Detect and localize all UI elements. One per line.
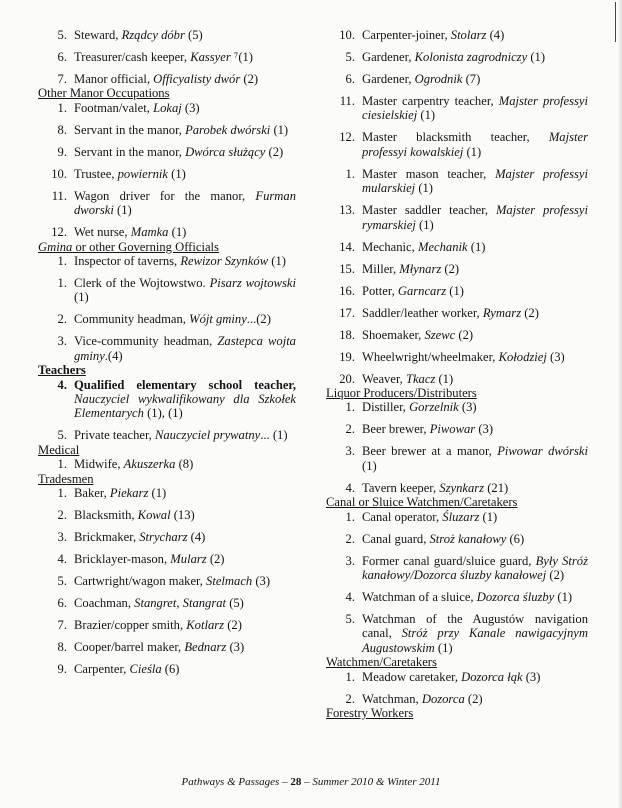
occurrence-count: (3): [475, 422, 494, 437]
occupation-item: [326, 94, 588, 123]
occurrence-count: ...(2): [246, 312, 271, 327]
occurrence-count: (8): [175, 457, 194, 472]
polish-term: Gorzelnik: [409, 400, 459, 415]
english-term: Cooper/barrel maker,: [74, 640, 185, 655]
occupation-item: [326, 372, 588, 386]
occurrence-count: (7): [462, 72, 481, 86]
left-column: [38, 28, 296, 684]
item-number: 5.: [57, 28, 67, 42]
item-number: 6.: [345, 72, 355, 86]
item-number: 10.: [51, 166, 67, 181]
polish-term: Tkacz: [405, 371, 436, 386]
item-number: 6.: [57, 50, 67, 64]
polish-term: Stelmach: [206, 574, 253, 589]
polish-term: Bednarz: [184, 640, 227, 655]
polish-term: powiernik: [117, 166, 168, 181]
item-number: 7.: [57, 72, 67, 86]
right-column: [326, 28, 588, 721]
polish-term: Mularz: [170, 552, 207, 567]
occupation-item: [38, 574, 296, 588]
occurrence-count: (3): [181, 100, 200, 115]
english-term: Master blacksmith teacher,: [362, 130, 549, 145]
occupation-item: [326, 510, 588, 524]
polish-term: Lokaj: [153, 100, 182, 115]
occurrence-count: (2): [455, 327, 474, 342]
english-term: Midwife,: [74, 457, 124, 472]
occupation-item: [38, 334, 296, 363]
item-number: 7.: [57, 618, 67, 633]
occurrence-count: (1): [415, 181, 434, 196]
item-number: 1.: [345, 166, 355, 181]
polish-term: Szewc: [424, 327, 456, 342]
item-number: 2.: [345, 422, 355, 437]
item-number: 2.: [57, 312, 67, 327]
polish-term: Majster professyi rymarskiej: [362, 203, 588, 232]
polish-term: Rządcy dóbr: [121, 28, 185, 42]
polish-term: Kassyer: [190, 50, 231, 64]
item-number: 5.: [57, 574, 67, 589]
occupation-item: [326, 240, 588, 254]
section-heading-gmina-or-other-governing-officials: Gmina or other Governing Officials: [38, 239, 219, 254]
polish-term: Wójt gminy: [189, 312, 247, 327]
item-number: 12.: [339, 130, 355, 145]
occupation-item: [326, 444, 588, 473]
occupation-item: [38, 167, 296, 181]
polish-term: Kołodziej: [498, 349, 547, 364]
occupation-item: [326, 72, 588, 86]
occupation-item: [326, 590, 588, 604]
item-number: 3.: [57, 530, 67, 545]
item-number: 4.: [57, 377, 67, 392]
occupation-item: [38, 596, 296, 610]
occurrence-count: (1): [446, 283, 464, 298]
occupation-item: [326, 28, 588, 42]
occurrence-count: (2): [224, 618, 242, 633]
english-term: Canal guard,: [362, 531, 430, 546]
item-number: 10.: [339, 28, 355, 42]
polish-term: Dozorca śluzby: [476, 590, 555, 605]
polish-term: Piwowar: [429, 422, 476, 437]
english-term: Former canal guard/sluice guard,: [362, 553, 536, 568]
occupation-item: [38, 378, 296, 421]
polish-term: Zastepca wojta gminy: [74, 334, 296, 363]
occurrence-count: (2): [206, 552, 225, 567]
occurrence-count: (6): [506, 531, 525, 546]
occupation-item: [326, 50, 588, 64]
occupation-item: [326, 612, 588, 655]
polish-term: Stolarz: [450, 28, 487, 42]
item-number: 1.: [345, 669, 355, 684]
english-term: Meadow caretaker,: [362, 669, 462, 684]
occupation-item: [326, 262, 588, 276]
item-number: 5.: [345, 612, 355, 627]
occurrence-count: (3): [458, 400, 477, 415]
english-term: Brazier/copper smith,: [74, 618, 187, 633]
english-term: Servant in the manor,: [74, 122, 186, 137]
polish-term: Szynkarz: [439, 480, 485, 495]
english-term: Footman/valet,: [74, 100, 154, 115]
occurrence-count: (2): [265, 144, 284, 159]
english-term: Wheelwright/wheelmaker,: [362, 349, 499, 364]
occupation-item: [326, 670, 588, 684]
item-number: 3.: [57, 334, 67, 349]
polish-term: Dwórca służący: [185, 144, 266, 159]
occupation-item: [326, 422, 588, 436]
item-number: 1.: [57, 254, 67, 269]
english-term: Saddler/leather worker,: [362, 305, 483, 320]
item-number: 17.: [339, 305, 355, 320]
section-heading-canal-or-sluice-watchmen-caretakers: Canal or Sluice Watchmen/Caretakers: [326, 495, 518, 510]
english-term: Baker,: [74, 486, 110, 501]
footer-page-number: 28: [290, 776, 302, 788]
english-term: Canal operator,: [362, 509, 443, 524]
item-number: 19.: [339, 349, 355, 364]
occurrence-count: (1): [113, 203, 132, 218]
occupation-item: [326, 328, 588, 342]
english-term: Private teacher,: [74, 428, 155, 443]
english-term: Gardener,: [362, 72, 415, 86]
occupation-item: [326, 167, 588, 196]
occupation-item: [38, 662, 296, 676]
polish-term: Ogrodnik: [414, 72, 463, 86]
occupation-item: [38, 72, 296, 86]
occupation-item: [38, 640, 296, 654]
english-term: Manor official,: [74, 72, 154, 86]
occurrence-count: (4): [187, 530, 206, 545]
occurrence-count: (2): [441, 261, 460, 276]
occurrence-count: (1): [74, 290, 89, 305]
item-number: 5.: [345, 50, 355, 64]
english-term: Distiller,: [362, 400, 410, 415]
item-number: 9.: [57, 144, 67, 159]
occupation-item: [326, 284, 588, 298]
polish-term: Cieśla: [129, 662, 162, 677]
occupation-item: [326, 350, 588, 364]
occurrence-count: (1): [148, 486, 167, 501]
occupation-item: [38, 254, 296, 268]
item-number: 3.: [345, 553, 355, 568]
section-heading-teachers: Teachers: [38, 363, 86, 378]
english-term: Master saddler teacher,: [362, 203, 496, 218]
occupation-item: [326, 692, 588, 706]
item-number: 4.: [345, 480, 355, 495]
item-number: 1.: [57, 100, 67, 115]
english-term: Watchman,: [362, 691, 422, 706]
occurrence-count: ⁷(1): [230, 50, 254, 64]
english-term: Weaver,: [362, 371, 406, 386]
occurrence-count: (3): [252, 574, 271, 589]
occurrence-count: (2): [521, 305, 539, 320]
occupation-item: [38, 123, 296, 137]
polish-term: Dozorca: [421, 691, 465, 706]
item-number: 1.: [57, 276, 67, 291]
occupation-item: [326, 554, 588, 583]
occurrence-count: (1): [463, 144, 482, 159]
english-term: Clerk of the Wojtowstwo.: [74, 276, 210, 291]
occupation-item: [38, 225, 296, 239]
occurrence-count: (1): [417, 108, 436, 123]
english-term: Watchman of the Augustów navigation canal,: [362, 612, 588, 641]
english-term: Shoemaker,: [362, 327, 425, 342]
occurrence-count: (13): [170, 508, 195, 523]
occupation-item: [326, 532, 588, 546]
english-term: Treasurer/cash keeper,: [74, 50, 191, 64]
english-term: Carpenter,: [74, 662, 130, 677]
occupation-item: [38, 552, 296, 566]
occurrence-count: (1): [168, 225, 187, 240]
occupation-item: [38, 486, 296, 500]
section-heading-liquor-producers-distributers: Liquor Producers/Distributers: [326, 386, 477, 401]
polish-term: Śluzarz: [442, 509, 480, 524]
page-footer: [0, 776, 622, 788]
english-term: Qualified elementary school teacher,: [74, 377, 296, 392]
occurrence-count: (1): [554, 590, 573, 605]
polish-term: Garncarz: [397, 283, 447, 298]
occupation-item: [38, 312, 296, 326]
occurrence-count: (4): [486, 28, 505, 42]
polish-term: Piekarz: [109, 486, 149, 501]
occurrence-count: (3): [546, 349, 565, 364]
polish-term: Majster professyi ciesielskiej: [362, 94, 588, 123]
english-term: Wet nurse,: [74, 225, 131, 240]
item-number: 1.: [345, 509, 355, 524]
item-number: 1.: [345, 400, 355, 415]
occupation-item: [38, 101, 296, 115]
english-term: Wagon driver for the manor,: [74, 188, 256, 203]
scan-edge-mark: [615, 2, 616, 42]
english-term: Carpenter-joiner,: [362, 28, 451, 42]
polish-term: Stróż przy Kanale nawigacyjnym Augustowskim: [362, 626, 588, 655]
item-number: 4.: [57, 552, 67, 567]
english-term: Watchman of a sluice,: [362, 590, 477, 605]
polish-term: Piwowar dwórski: [497, 444, 588, 459]
polish-term: Stangret, Stangrat: [134, 596, 227, 611]
footer-issue: – Summer 2010 & Winter 2011: [301, 776, 441, 788]
item-number: 1.: [57, 457, 67, 472]
occurrence-count: (1): [527, 50, 546, 64]
item-number: 13.: [339, 203, 355, 218]
polish-term: Rewizor Szynków: [180, 254, 269, 269]
occupation-item: [38, 145, 296, 159]
polish-term: Kotlarz: [186, 618, 225, 633]
occurrence-count: (1): [415, 217, 434, 232]
occupation-item: [326, 203, 588, 232]
polish-term: Młynarz: [399, 261, 442, 276]
occupation-item: [38, 457, 296, 471]
occupation-item: [38, 508, 296, 522]
section-heading-tradesmen: Tradesmen: [38, 471, 94, 486]
occupation-item: [38, 50, 296, 64]
english-term: Community headman,: [74, 312, 190, 327]
occurrence-count: ... (1): [260, 428, 288, 443]
occupation-item: [38, 530, 296, 544]
occupation-item: [38, 189, 296, 218]
polish-term: Strycharz: [139, 530, 188, 545]
item-number: 15.: [339, 261, 355, 276]
occurrence-count: (1), (1): [143, 406, 183, 421]
occurrence-count: (2): [240, 72, 259, 86]
item-number: 2.: [57, 508, 67, 523]
occupation-item: [38, 28, 296, 42]
occurrence-count: (3): [522, 669, 541, 684]
occupation-item: [326, 481, 588, 495]
item-number: 3.: [345, 444, 355, 459]
occurrence-count: (1): [479, 509, 498, 524]
english-term: Blacksmith,: [74, 508, 138, 523]
polish-term: Były Stróż kanałowy/Dozorca śluzby kanałowej: [362, 553, 589, 583]
occurrence-count: (1): [168, 166, 186, 181]
polish-term: Mamka: [130, 225, 169, 240]
english-term: Trustee,: [74, 166, 118, 181]
english-term: Master mason teacher,: [362, 166, 496, 181]
occurrence-count: (6): [161, 662, 180, 677]
item-number: 11.: [51, 188, 67, 203]
polish-term: Stroż kanałowy: [429, 531, 507, 546]
occurrence-count: (5): [184, 28, 203, 42]
occurrence-count: .(4): [104, 348, 123, 363]
section-heading-watchmen-caretakers: Watchmen/Caretakers: [326, 655, 437, 670]
english-term: Miller,: [362, 261, 400, 276]
occurrence-count: (1): [467, 239, 486, 254]
occurrence-count: (1): [362, 458, 377, 473]
occupation-item: [38, 618, 296, 632]
english-term: Coachman,: [74, 596, 135, 611]
occurrence-count: (5): [226, 596, 244, 611]
polish-term: Akuszerka: [123, 457, 176, 472]
footer-publication: Pathways & Passages –: [181, 776, 291, 788]
item-number: 9.: [57, 662, 67, 677]
section-heading-forestry-workers: Forestry Workers: [326, 706, 414, 721]
english-term: Potter,: [362, 283, 398, 298]
english-term: Beer brewer,: [362, 422, 430, 437]
occurrence-count: (1): [434, 640, 453, 655]
english-term: Inspector of taverns,: [74, 254, 181, 269]
item-number: 8.: [57, 122, 67, 137]
item-number: 18.: [339, 327, 355, 342]
english-term: Tavern keeper,: [362, 480, 440, 495]
polish-term: Nauczyciel prywatny: [154, 428, 261, 443]
english-term: Steward,: [74, 28, 122, 42]
occupation-item: [326, 400, 588, 414]
polish-term: Furman dworski: [74, 188, 296, 218]
item-number: 5.: [57, 428, 67, 443]
polish-term: Parobek dwórski: [185, 122, 271, 137]
english-term: Mechanic,: [362, 239, 418, 254]
english-term: Brickmaker,: [74, 530, 140, 545]
item-number: 4.: [345, 590, 355, 605]
english-term: Cartwright/wagon maker,: [74, 574, 207, 589]
occurrence-count: (1): [435, 371, 454, 386]
section-heading-medical: Medical: [38, 442, 80, 457]
occupation-item: [326, 306, 588, 320]
item-number: 1.: [57, 486, 67, 501]
item-number: 16.: [339, 283, 355, 298]
scan-edge-shadow: [618, 0, 622, 808]
polish-term: Majster professyi mularskiej: [362, 166, 588, 196]
section-heading-other-manor-occupations: Other Manor Occupations: [38, 86, 170, 101]
occurrence-count: (2): [464, 691, 483, 706]
polish-term: Kowal: [137, 508, 171, 523]
occurrence-count: (3): [226, 640, 245, 655]
occurrence-count: (1): [270, 122, 289, 137]
polish-term: Majster professyi kowalskiej: [362, 130, 588, 159]
english-term: Servant in the manor,: [74, 144, 186, 159]
polish-term: Dozorca łąk: [461, 669, 523, 684]
occurrence-count: (21): [484, 480, 509, 495]
english-term: Vice-community headman,: [74, 334, 218, 349]
occurrence-count: (2): [546, 568, 565, 583]
polish-term: Kolonista zagrodniczy: [414, 50, 528, 64]
item-number: 2.: [345, 691, 355, 706]
occupation-item: [326, 130, 588, 159]
english-term: Beer brewer at a manor,: [362, 444, 498, 459]
english-term: Bricklayer-mason,: [74, 552, 171, 567]
occupation-item: [38, 276, 296, 305]
polish-term: Mechanik: [417, 239, 468, 254]
item-number: 6.: [57, 596, 67, 611]
english-term: Gardener,: [362, 50, 415, 64]
item-number: 20.: [339, 371, 355, 386]
english-term: Master carpentry teacher,: [362, 94, 499, 108]
item-number: 2.: [345, 531, 355, 546]
polish-term: Rymarz: [482, 305, 522, 320]
polish-term: Nauczyciel wykwalifikowany dla Szkołek Elementarych: [74, 392, 296, 421]
item-number: 14.: [339, 239, 355, 254]
item-number: 8.: [57, 640, 67, 655]
item-number: 12.: [51, 225, 67, 240]
occurrence-count: (1): [268, 254, 286, 269]
occupation-item: [38, 428, 296, 442]
item-number: 11.: [339, 94, 355, 108]
polish-term: Pisarz wojtowski: [209, 276, 296, 291]
polish-term: Officyalisty dwór: [153, 72, 241, 86]
